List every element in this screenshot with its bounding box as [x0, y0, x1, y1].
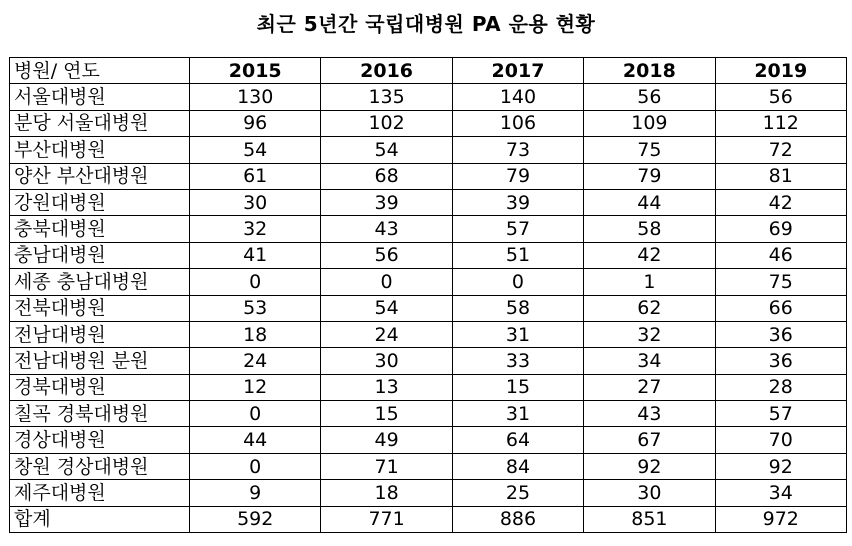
value-cell: 54 — [321, 137, 452, 163]
value-cell: 130 — [190, 84, 321, 110]
hospital-name-cell: 경상대병원 — [10, 427, 190, 453]
hospital-name-cell: 전북대병원 — [10, 295, 190, 321]
value-cell: 92 — [584, 453, 715, 479]
value-cell: 0 — [190, 401, 321, 427]
value-cell: 18 — [190, 321, 321, 347]
value-cell: 32 — [584, 321, 715, 347]
table-row — [10, 506, 847, 532]
value-cell: 62 — [584, 295, 715, 321]
value-cell: 51 — [452, 242, 583, 268]
table-row — [10, 480, 847, 506]
value-cell: 140 — [452, 84, 583, 110]
table-row — [10, 348, 847, 374]
value-cell: 58 — [452, 295, 583, 321]
value-cell: 42 — [715, 189, 846, 215]
hospital-name-cell: 세종 충남대병원 — [10, 269, 190, 295]
table-row — [10, 321, 847, 347]
value-cell: 79 — [452, 163, 583, 189]
value-cell: 0 — [190, 453, 321, 479]
value-cell: 9 — [190, 480, 321, 506]
value-cell: 31 — [452, 401, 583, 427]
hospital-name-cell: 서울대병원 — [10, 84, 190, 110]
table-row — [10, 110, 847, 136]
value-cell: 36 — [715, 321, 846, 347]
table-row — [10, 163, 847, 189]
hospital-name-cell: 경북대병원 — [10, 374, 190, 400]
value-cell: 1 — [584, 269, 715, 295]
value-cell: 84 — [452, 453, 583, 479]
table-row — [10, 269, 847, 295]
value-cell: 36 — [715, 348, 846, 374]
value-cell: 44 — [584, 189, 715, 215]
year-header: 2016 — [321, 58, 452, 84]
value-cell: 68 — [321, 163, 452, 189]
value-cell: 15 — [321, 401, 452, 427]
value-cell: 72 — [715, 137, 846, 163]
value-cell: 56 — [321, 242, 452, 268]
value-cell: 33 — [452, 348, 583, 374]
value-cell: 112 — [715, 110, 846, 136]
pa-table — [9, 57, 847, 533]
value-cell: 972 — [715, 506, 846, 532]
hospital-name-cell: 합계 — [10, 506, 190, 532]
value-cell: 39 — [452, 189, 583, 215]
year-header: 2017 — [452, 58, 583, 84]
hospital-name-cell: 분당 서울대병원 — [10, 110, 190, 136]
table-row — [10, 401, 847, 427]
value-cell: 851 — [584, 506, 715, 532]
value-cell: 27 — [584, 374, 715, 400]
value-cell: 67 — [584, 427, 715, 453]
year-header: 2015 — [190, 58, 321, 84]
value-cell: 30 — [190, 189, 321, 215]
value-cell: 79 — [584, 163, 715, 189]
value-cell: 75 — [715, 269, 846, 295]
hospital-name-cell: 칠곡 경북대병원 — [10, 401, 190, 427]
value-cell: 102 — [321, 110, 452, 136]
value-cell: 64 — [452, 427, 583, 453]
value-cell: 25 — [452, 480, 583, 506]
value-cell: 49 — [321, 427, 452, 453]
value-cell: 12 — [190, 374, 321, 400]
table-row — [10, 427, 847, 453]
table-row — [10, 216, 847, 242]
value-cell: 0 — [321, 269, 452, 295]
table-row — [10, 295, 847, 321]
value-cell: 31 — [452, 321, 583, 347]
value-cell: 54 — [321, 295, 452, 321]
value-cell: 39 — [321, 189, 452, 215]
value-cell: 18 — [321, 480, 452, 506]
hospital-name-cell: 양산 부산대병원 — [10, 163, 190, 189]
value-cell: 73 — [452, 137, 583, 163]
table-row — [10, 242, 847, 268]
value-cell: 41 — [190, 242, 321, 268]
value-cell: 75 — [584, 137, 715, 163]
value-cell: 109 — [584, 110, 715, 136]
value-cell: 56 — [715, 84, 846, 110]
value-cell: 92 — [715, 453, 846, 479]
value-cell: 15 — [452, 374, 583, 400]
value-cell: 43 — [321, 216, 452, 242]
table-row — [10, 137, 847, 163]
hospital-name-cell: 충북대병원 — [10, 216, 190, 242]
year-header: 2018 — [584, 58, 715, 84]
value-cell: 24 — [190, 348, 321, 374]
page-title: 최근 5년간 국립대병원 PA 운용 현황 — [256, 12, 596, 36]
table-row — [10, 189, 847, 215]
hospital-name-cell: 전남대병원 분원 — [10, 348, 190, 374]
value-cell: 13 — [321, 374, 452, 400]
value-cell: 42 — [584, 242, 715, 268]
value-cell: 34 — [584, 348, 715, 374]
value-cell: 56 — [584, 84, 715, 110]
value-cell: 66 — [715, 295, 846, 321]
value-cell: 53 — [190, 295, 321, 321]
value-cell: 886 — [452, 506, 583, 532]
value-cell: 71 — [321, 453, 452, 479]
value-cell: 24 — [321, 321, 452, 347]
hospital-name-cell: 강원대병원 — [10, 189, 190, 215]
hospital-name-cell: 부산대병원 — [10, 137, 190, 163]
value-cell: 58 — [584, 216, 715, 242]
value-cell: 135 — [321, 84, 452, 110]
table-row — [10, 453, 847, 479]
value-cell: 30 — [321, 348, 452, 374]
value-cell: 61 — [190, 163, 321, 189]
value-cell: 0 — [190, 269, 321, 295]
value-cell: 0 — [452, 269, 583, 295]
value-cell: 57 — [715, 401, 846, 427]
year-header: 2019 — [715, 58, 846, 84]
hospital-name-cell: 전남대병원 — [10, 321, 190, 347]
table-row — [10, 374, 847, 400]
hospital-name-cell: 제주대병원 — [10, 480, 190, 506]
value-cell: 70 — [715, 427, 846, 453]
value-cell: 30 — [584, 480, 715, 506]
value-cell: 69 — [715, 216, 846, 242]
table-row — [10, 84, 847, 110]
value-cell: 32 — [190, 216, 321, 242]
corner-header: 병원/ 연도 — [10, 58, 190, 84]
table-body — [10, 84, 847, 533]
value-cell: 57 — [452, 216, 583, 242]
value-cell: 46 — [715, 242, 846, 268]
value-cell: 34 — [715, 480, 846, 506]
value-cell: 96 — [190, 110, 321, 136]
value-cell: 43 — [584, 401, 715, 427]
hospital-name-cell: 충남대병원 — [10, 242, 190, 268]
value-cell: 771 — [321, 506, 452, 532]
value-cell: 28 — [715, 374, 846, 400]
value-cell: 106 — [452, 110, 583, 136]
value-cell: 81 — [715, 163, 846, 189]
value-cell: 592 — [190, 506, 321, 532]
hospital-name-cell: 창원 경상대병원 — [10, 453, 190, 479]
header-row — [10, 58, 847, 84]
value-cell: 44 — [190, 427, 321, 453]
value-cell: 54 — [190, 137, 321, 163]
